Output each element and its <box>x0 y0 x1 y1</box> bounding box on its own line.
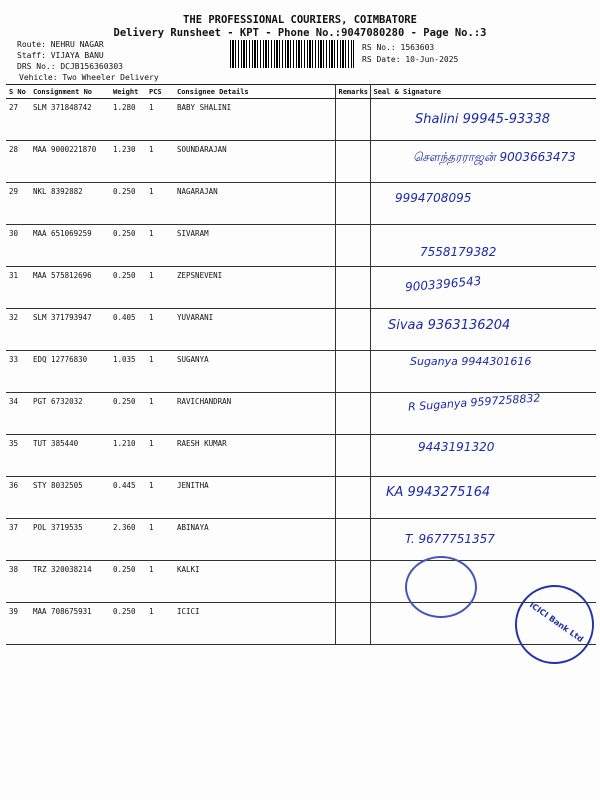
signature-handwriting: Shalini 99945-93338 <box>415 112 551 127</box>
table-row <box>6 183 596 225</box>
signature-handwriting: 9994708095 <box>395 191 472 205</box>
cell-remarks <box>335 435 370 477</box>
cell-pcs: 1 <box>146 351 174 393</box>
table-header <box>6 85 596 99</box>
cell-consignment: EDQ 12776830 <box>30 351 110 393</box>
barcode <box>230 40 354 68</box>
signature-handwriting: 7558179382 <box>420 245 497 259</box>
cell-remarks <box>335 519 370 561</box>
cell-remarks <box>335 393 370 435</box>
cell-pcs: 1 <box>146 519 174 561</box>
cell-sno: 27 <box>6 99 30 141</box>
cell-consignee: RAESH KUMAR <box>174 435 335 477</box>
cell-signature <box>370 267 596 309</box>
table-row <box>6 561 596 603</box>
cell-consignee: RAVICHANDRAN <box>174 393 335 435</box>
cell-consignee: BABY SHALINI <box>174 99 335 141</box>
cell-consignment: NKL 8392882 <box>30 183 110 225</box>
cell-pcs: 1 <box>146 393 174 435</box>
table-row <box>6 603 596 645</box>
stamp-text: ICICI Bank Ltd <box>527 600 585 645</box>
cell-pcs: 1 <box>146 225 174 267</box>
cell-sno: 33 <box>6 351 30 393</box>
col-signature: Seal & Signature <box>370 85 596 99</box>
cell-consignment: SLM 371793947 <box>30 309 110 351</box>
rs-date: RS Date: 10-Jun-2025 <box>362 55 459 64</box>
signature-handwriting: R Suganya 9597258832 <box>407 391 541 414</box>
cell-pcs: 1 <box>146 99 174 141</box>
cell-remarks <box>335 225 370 267</box>
signature-handwriting: Sivaa 9363136204 <box>388 318 511 333</box>
cell-consignee: YUVARANI <box>174 309 335 351</box>
cell-weight: 1.210 <box>110 435 146 477</box>
cell-remarks <box>335 267 370 309</box>
cell-sno: 28 <box>6 141 30 183</box>
drs-number: DRS No.: DCJB156360303 <box>17 62 123 71</box>
table-row <box>6 435 596 477</box>
cell-weight: 1.280 <box>110 99 146 141</box>
cell-sno: 37 <box>6 519 30 561</box>
cell-pcs: 1 <box>146 561 174 603</box>
table-row <box>6 519 596 561</box>
cell-consignee: ABINAYA <box>174 519 335 561</box>
cell-pcs: 1 <box>146 141 174 183</box>
col-sno: S No <box>6 85 30 99</box>
signature-handwriting: 9003396543 <box>404 273 482 295</box>
cell-consignment: MAA 575812696 <box>30 267 110 309</box>
cell-remarks <box>335 603 370 645</box>
signature-handwriting: T. 9677751357 <box>405 532 495 546</box>
cell-weight: 0.250 <box>110 561 146 603</box>
col-consignment: Consignment No <box>30 85 110 99</box>
cell-sno: 30 <box>6 225 30 267</box>
cell-weight: 0.250 <box>110 603 146 645</box>
cell-remarks <box>335 477 370 519</box>
cell-remarks <box>335 351 370 393</box>
cell-sno: 36 <box>6 477 30 519</box>
col-weight: Weight <box>110 85 146 99</box>
cell-sno: 39 <box>6 603 30 645</box>
cell-sno: 31 <box>6 267 30 309</box>
cell-sno: 34 <box>6 393 30 435</box>
col-pcs: PCS <box>146 85 174 99</box>
cell-consignee: JENITHA <box>174 477 335 519</box>
cell-weight: 0.405 <box>110 309 146 351</box>
cell-sno: 38 <box>6 561 30 603</box>
cell-remarks <box>335 561 370 603</box>
rs-number: RS No.: 1563603 <box>362 43 435 52</box>
runsheet-subtitle: Delivery Runsheet - KPT - Phone No.:9047080280 - Page No.:3 <box>113 27 487 39</box>
company-title: THE PROFESSIONAL COURIERS, COIMBATORE <box>183 14 417 26</box>
table-row <box>6 267 596 309</box>
cell-pcs: 1 <box>146 435 174 477</box>
cell-consignee: SUGANYA <box>174 351 335 393</box>
signature-handwriting: 9443191320 <box>418 440 495 454</box>
cell-remarks <box>335 183 370 225</box>
cell-weight: 1.230 <box>110 141 146 183</box>
cell-weight: 0.445 <box>110 477 146 519</box>
cell-weight: 1.035 <box>110 351 146 393</box>
cell-pcs: 1 <box>146 309 174 351</box>
cell-consignment: PGT 6732032 <box>30 393 110 435</box>
cell-remarks <box>335 99 370 141</box>
cell-weight: 0.250 <box>110 183 146 225</box>
cell-weight: 0.250 <box>110 225 146 267</box>
cell-consignment: MAA 708675931 <box>30 603 110 645</box>
cell-pcs: 1 <box>146 267 174 309</box>
vehicle: Vehicle: Two Wheeler Delivery <box>19 73 159 82</box>
cell-remarks <box>335 309 370 351</box>
cell-consignment: SLM 371848742 <box>30 99 110 141</box>
cell-consignee: KALKI <box>174 561 335 603</box>
table-row <box>6 225 596 267</box>
cell-pcs: 1 <box>146 183 174 225</box>
col-consignee: Consignee Details <box>174 85 335 99</box>
signature-handwriting: Suganya 9944301616 <box>410 355 532 368</box>
cell-consignment: MAA 651069259 <box>30 225 110 267</box>
cell-sno: 35 <box>6 435 30 477</box>
cell-consignment: MAA 9000221870 <box>30 141 110 183</box>
seal-stamp <box>405 556 477 618</box>
staff: Staff: VIJAYA BANU <box>17 51 104 60</box>
cell-consignee: SOUNDARAJAN <box>174 141 335 183</box>
cell-consignment: TUT 385440 <box>30 435 110 477</box>
cell-consignee: SIVARAM <box>174 225 335 267</box>
cell-sno: 32 <box>6 309 30 351</box>
cell-consignment: TRZ 320038214 <box>30 561 110 603</box>
cell-weight: 0.250 <box>110 393 146 435</box>
cell-remarks <box>335 141 370 183</box>
signature-handwriting: KA 9943275164 <box>386 485 491 500</box>
cell-consignee: ZEPSNEVENI <box>174 267 335 309</box>
cell-weight: 2.360 <box>110 519 146 561</box>
cell-consignment: POL 3719535 <box>30 519 110 561</box>
table-row <box>6 477 596 519</box>
cell-consignee: ICICI <box>174 603 335 645</box>
col-remarks: Remarks <box>335 85 370 99</box>
cell-consignment: STY 8032505 <box>30 477 110 519</box>
cell-weight: 0.250 <box>110 267 146 309</box>
cell-pcs: 1 <box>146 477 174 519</box>
route: Route: NEHRU NAGAR <box>17 40 104 49</box>
signature-handwriting: சௌந்தரராஜன் 9003663473 <box>413 150 576 164</box>
cell-sno: 29 <box>6 183 30 225</box>
cell-consignee: NAGARAJAN <box>174 183 335 225</box>
cell-pcs: 1 <box>146 603 174 645</box>
